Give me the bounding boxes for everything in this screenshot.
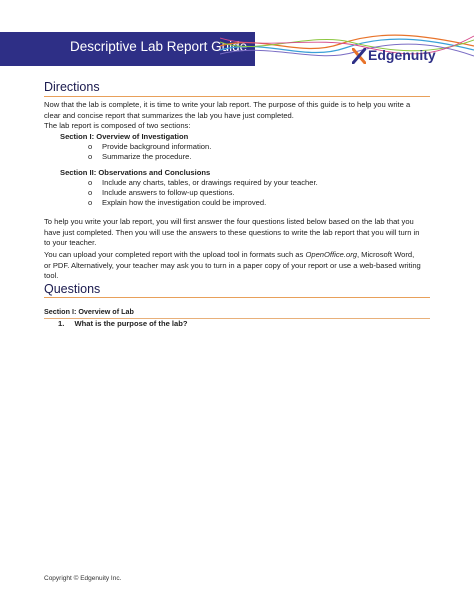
upload-paragraph: You can upload your completed report with the upload tool in formats such as OpenOffice.org, Microsoft Word, or PDF. Alternatively, your teacher may ask you to turn in a paper copy of your report or use a web-based writing tool. — [44, 250, 421, 280]
intro-paragraph: Now that the lab is complete, it is time to write your lab report. The purpose of this guide is to help you write a clear and concise report that summarizes the lab you have just completed. — [44, 100, 411, 120]
copyright-footer: Copyright © Edgenuity Inc. — [44, 575, 122, 582]
questions-heading: Questions — [44, 282, 101, 296]
title-banner — [0, 32, 255, 66]
questions-section-title: Section I: Overview of Lab — [44, 307, 134, 316]
question-1 — [58, 319, 188, 328]
sections-intro: The lab report is composed of two sections: — [44, 121, 191, 130]
question-number: 1. — [58, 319, 65, 328]
openoffice-text: OpenOffice.org — [305, 250, 357, 259]
document-header — [0, 32, 474, 70]
logo-text: Edgenuity — [368, 47, 436, 63]
instructions-paragraph: To help you write your lab report, you will first answer the four questions listed below based on the lab that you have just completed. Then you will use the answers to these questions to write the lab report that you will turn in to your teacher. — [44, 217, 420, 247]
directions-rule — [44, 96, 430, 97]
question-text: What is the purpose of the lab? — [74, 319, 188, 328]
logo-x-icon — [352, 48, 366, 64]
directions-heading: Directions — [44, 80, 100, 94]
section2-title: Section II: Observations and Conclusions — [60, 168, 211, 177]
questions-rule — [44, 297, 430, 298]
section1-title: Section I: Overview of Investigation — [60, 132, 189, 141]
page-title: Descriptive Lab Report Guide — [70, 39, 248, 54]
